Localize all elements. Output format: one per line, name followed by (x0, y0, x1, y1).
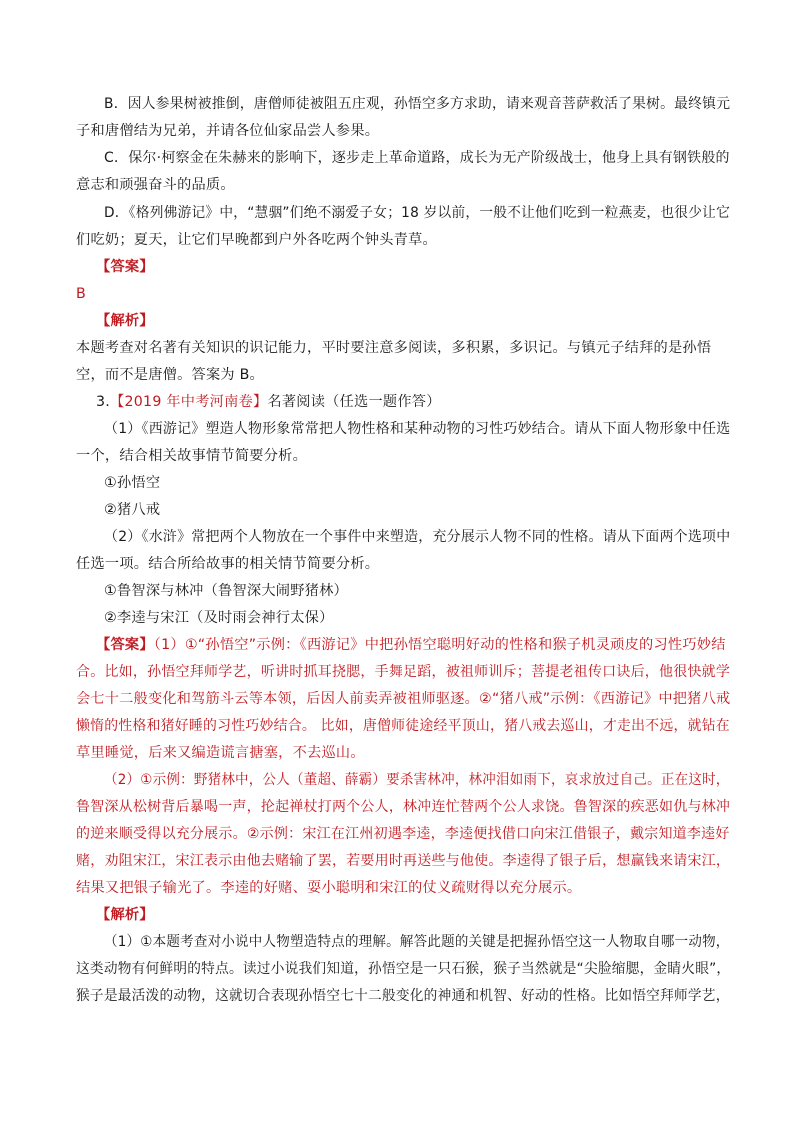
q3-answer-1-line-2: 合。比如，孙悟空拜师学艺，听讲时抓耳挠腮，手舞足蹈，被祖师训斥；菩提老祖传口诀后，他很快就学 (76, 664, 731, 680)
q3-source: 【2019 年中考河南卷】 (110, 394, 268, 410)
q3-answer-2-line-5: 结果又把银子输光了。李逵的好赌、耍小聪明和宋江的仗义疏财得以充分展示。 (76, 880, 582, 896)
option-b-line-1: B．因人参果树被推倒，唐僧师徒被阻五庄观，孙悟空多方求助，请来观音菩萨救活了果树。最终镇元 (104, 96, 731, 112)
q3-answer-1-line-4: 懒惰的性格和猪好睡的习性巧妙结合。 比如，唐僧师徒途经平顶山，猪八戒去巡山，才走出不远，就钻在 (76, 718, 730, 734)
q2-answer: B (76, 286, 86, 302)
q3-part1-line-2: 一个，结合相关故事情节简要分析。 (76, 448, 308, 464)
q2-analysis-line-1: 本题考查对名著有关知识的识记能力，平时要注意多阅读，多积累，多识记。与镇元子结拜的是孙悟 (76, 340, 712, 356)
q3-answer-2-line-2: 鲁智深从松树背后暴喝一声，抡起禅杖打两个公人，林冲连忙替两个公人求饶。鲁智深的疾恶如仇与林冲 (76, 799, 731, 815)
q2-analysis-tag: 【解析】 (96, 313, 154, 329)
q2-answer-tag: 【答案】 (96, 259, 154, 275)
q3-heading (96, 392, 441, 412)
option-d-line-2: 们吃奶；夏天，让它们早晚都到户外各吃两个钟头青草。 (76, 232, 437, 248)
q3-part2-option-1: ①鲁智深与林冲（鲁智深大闹野猪林） (104, 583, 348, 599)
q3-part1-option-1: ①孙悟空 (104, 475, 161, 491)
q3-analysis-line-1: （1）①本题考查对小说中人物塑造特点的理解。解答此题的关键是把握孙悟空这一人物取自哪一动物， (104, 934, 730, 950)
q3-answer-2-line-4: 赌，劝阻宋江，宋江表示由他去赌输了罢，若要用时再送些与他使。李逵得了银子后，想赢钱来请宋江， (76, 853, 731, 869)
q3-answer-tag: 【答案】 (96, 637, 154, 653)
q3-answer-2-line-3: 的逆来顺受得以充分展示。②示例：宋江在江州初遇李逵，李逵便找借口向宋江借银子，戴宗知道李逵好 (76, 826, 730, 842)
q3-title: 名著阅读（任选一题作答） (267, 394, 441, 410)
q3-number: 3. (96, 394, 111, 410)
q3-part1-line-1: （1）《西游记》塑造人物形象常常把人物性格和某种动物的习性巧妙结合。请从下面人物形象中任选 (104, 421, 731, 437)
q3-analysis-line-2: 这类动物有何鲜明的特点。读过小说我们知道，孙悟空是一只石猴，猴子当然就是“尖脸缩腮，金睛火眼”， (76, 961, 731, 977)
q3-part2-line-2: 任选一项。结合所给故事的相关情节简要分析。 (76, 556, 380, 572)
option-d-line-1: D．《格列佛游记》中，“慧骃”们绝不溺爱子女；18 岁以前，一般不让他们吃到一粒燕麦，也很少让它 (104, 205, 730, 221)
q3-answer-line-1 (96, 635, 726, 655)
q3-analysis-tag: 【解析】 (96, 907, 154, 923)
option-b-line-2: 子和唐僧结为兄弟，并请各位仙家品尝人参果。 (76, 123, 380, 139)
q3-answer-2-line-1: （2）①示例：野猪林中，公人（董超、薛霸）要杀害林冲，林冲泪如雨下，哀求放过自己。正在这时， (104, 772, 730, 788)
option-c-line-1: C．保尔·柯察金在朱赫来的影响下，逐步走上革命道路，成长为无产阶级战士，他身上具有钢铁般的 (104, 150, 730, 166)
q3-part1-option-2: ②猪八戒 (104, 502, 161, 518)
q3-answer-1-line-1: （1）①“孙悟空”示例：《西游记》中把孙悟空聪明好动的性格和猴子机灵顽皮的习性巧妙结 (153, 637, 726, 653)
option-c-line-2: 意志和顽强奋斗的品质。 (76, 177, 235, 193)
q2-analysis-line-2: 空，而不是唐僧。答案为 B。 (76, 367, 264, 383)
q3-part2-line-1: （2）《水浒》常把两个人物放在一个事件中来塑造，充分展示人物不同的性格。请从下面两个选项中 (104, 529, 731, 545)
q3-part2-option-2: ②李逵与宋江（及时雨会神行太保） (104, 610, 334, 626)
q3-answer-1-line-3: 会七十二般变化和驾筋斗云等本领，后因人前卖弄被祖师驱逐。②“猪八戒”示例：《西游记》中把猪八戒 (76, 691, 731, 707)
q3-analysis-line-3: 猴子是最活泼的动物，这就切合表现孙悟空七十二般变化的神通和机智、好动的性格。比如悟空拜师学艺， (76, 988, 730, 1004)
q3-answer-1-line-5: 草里睡觉，后来又编造谎言搪塞，不去巡山。 (76, 745, 365, 761)
